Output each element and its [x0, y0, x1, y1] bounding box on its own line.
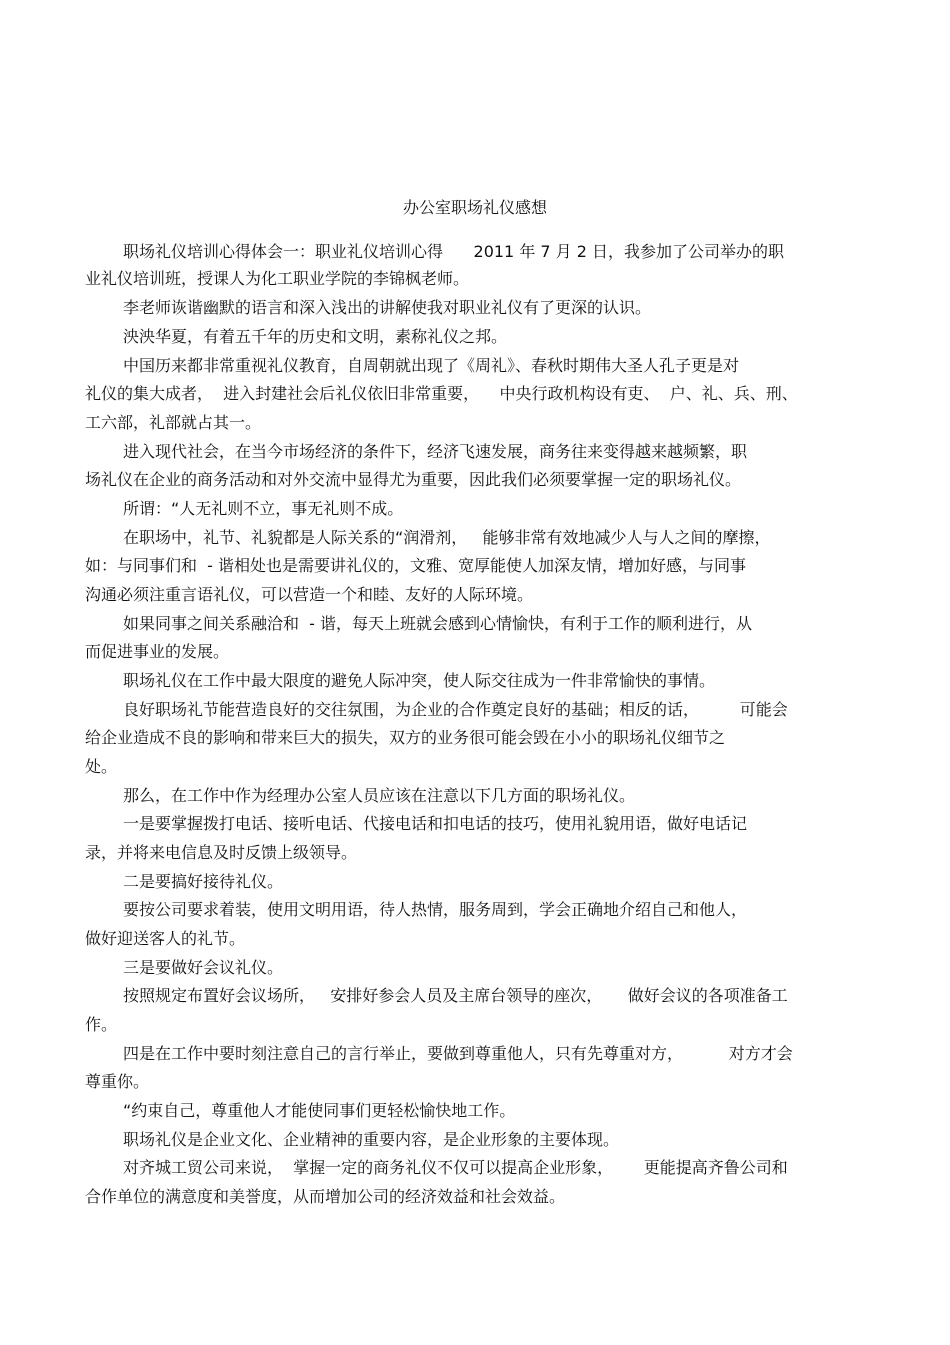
text-line: 沟通必须注重言语礼仪，可以营造一个和睦、友好的人际环境。 [85, 585, 534, 604]
text-line: 给企业造成不良的影响和带来巨大的损失，双方的业务很可能会毁在小小的职场礼仪细节之 [85, 728, 726, 747]
text-line: 场礼仪在企业的商务活动和对外交流中显得尤为重要，因此我们必须要掌握一定的职场礼仪。 [85, 470, 742, 489]
text-line: “约束自己，尊重他人才能使同事们更轻松愉快地工作。 [123, 1101, 516, 1120]
text-line: 中国历来都非常重视礼仪教育，自周朝就出现了《周礼》、春秋时期伟大圣人孔子更是对 [123, 356, 740, 375]
text-line: 业礼仪培训班，授课人为化工职业学院的李锦枫老师。 [85, 269, 470, 288]
text-line: 工六部，礼部就占其一。 [85, 413, 262, 432]
document-title: 办公室职场礼仪感想 [402, 198, 547, 217]
text-line: 如：与同事们和 - 谐相处也是需要讲礼仪的，文雅、宽厚能使人加深友情，增加好感，与同事 [85, 556, 747, 575]
text-line: 做好迎送客人的礼节。 [85, 929, 246, 948]
text-line: 职场礼仪在工作中最大限度的避免人际冲突，使人际交往成为一件非常愉快的事情。 [123, 671, 716, 690]
text-line: 二是要搞好接待礼仪。 [123, 872, 284, 891]
text-line: 职场礼仪培训心得体会一：职业礼仪培训心得 2011 年 7 月 2 日，我参加了公司举办的职 [123, 242, 785, 261]
text-line: 合作单位的满意度和美誉度，从而增加公司的经济效益和社会效益。 [85, 1187, 566, 1206]
text-line: 礼仪的集大成者， 进入封建社会后礼仪依旧非常重要， 中央行政机构设有吏、 户、礼、兵、刑、 [85, 384, 798, 403]
text-line: 进入现代社会，在当今市场经济的条件下，经济飞速发展，商务往来变得越来越频繁，职 [123, 442, 748, 461]
text-line: 三是要做好会议礼仪。 [123, 958, 284, 977]
text-line: 四是在工作中要时刻注意自己的言行举止，要做到尊重他人，只有先尊重对方， 对方才会 [123, 1044, 793, 1063]
text-line: 如果同事之间关系融洽和 - 谐，每天上班就会感到心情愉快，有利于工作的顺利进行，从 [123, 614, 753, 633]
text-line: 所谓：“人无礼则不立，事无礼则不成。 [123, 499, 404, 518]
text-line: 李老师诙谐幽默的语言和深入浅出的讲解使我对职业礼仪有了更深的认识。 [123, 298, 652, 317]
text-line: 对齐城工贸公司来说， 掌握一定的商务礼仪不仅可以提高企业形象， 更能提高齐鲁公司和 [123, 1158, 788, 1177]
text-line: 要按公司要求着装，使用文明用语，待人热情，服务周到，学会正确地介绍自己和他人， [123, 900, 748, 919]
text-line: 尊重你。 [85, 1072, 150, 1091]
text-line: 作。 [85, 1015, 118, 1034]
text-line: 而促进事业的发展。 [85, 642, 230, 661]
text-line: 一是要掌握拨打电话、接听电话、代接电话和扣电话的技巧，使用礼貌用语，做好电话记 [123, 814, 748, 833]
text-line: 职场礼仪是企业文化、企业精神的重要内容，是企业形象的主要体现。 [123, 1130, 620, 1149]
text-line: 泱泱华夏，有着五千年的历史和文明，素称礼仪之邦。 [123, 327, 508, 346]
text-line: 录，并将来电信息及时反馈上级领导。 [85, 843, 358, 862]
text-line: 良好职场礼节能营造良好的交往氛围，为企业的合作奠定良好的基础；相反的话， 可能会 [123, 700, 788, 719]
text-line: 那么，在工作中作为经理办公室人员应该在注意以下几方面的职场礼仪。 [123, 786, 636, 805]
text-line: 处。 [85, 757, 118, 776]
text-line: 按照规定布置好会议场所， 安排好参会人员及主席台领导的座次， 做好会议的各项准备工 [123, 986, 788, 1005]
text-line: 在职场中，礼节、礼貌都是人际关系的“润滑剂， 能够非常有效地减少人与人之间的摩擦， [123, 528, 771, 547]
